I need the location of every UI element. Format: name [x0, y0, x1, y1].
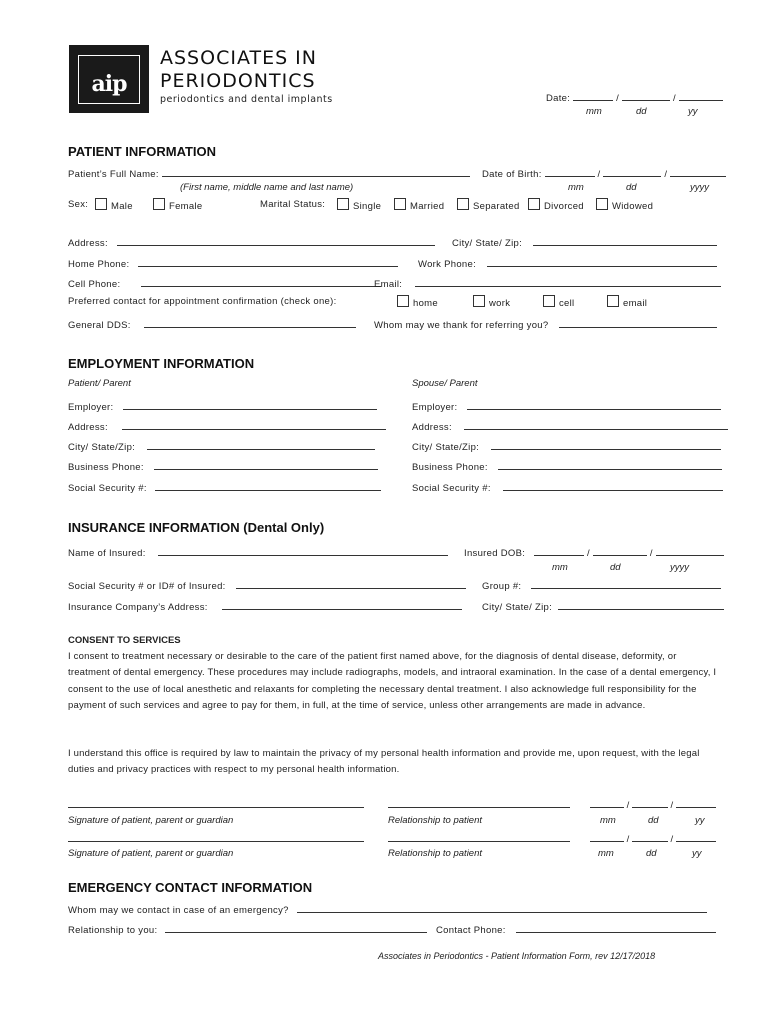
logo-text: aip	[91, 71, 127, 97]
emergency-heading: EMERGENCY CONTACT INFORMATION	[68, 880, 313, 895]
emergency-relationship-field[interactable]: Relationship to you:	[68, 922, 427, 936]
date-field[interactable]: Date: / /	[546, 90, 723, 104]
sig1-yy-hint: yy	[695, 815, 705, 826]
consent-heading: CONSENT TO SERVICES	[68, 635, 181, 646]
signature-label-2: Signature of patient, parent or guardian	[68, 848, 234, 859]
address-field[interactable]	[68, 235, 435, 249]
preferred-option-email[interactable]: email	[607, 295, 647, 309]
cell-phone-field[interactable]	[68, 276, 381, 290]
patient-employer-field[interactable]: Employer:	[68, 399, 377, 413]
footer-text: Associates in Periodontics - Patient Information Form, rev 12/17/2018	[378, 951, 656, 961]
dob-yyyy-hint: yyyy	[690, 182, 709, 193]
relationship-line-2[interactable]	[388, 831, 570, 845]
sex-option-male[interactable]: Male	[95, 198, 133, 212]
full-name-label: Patient’s Full Name:	[68, 169, 159, 180]
dob-field[interactable]: Date of Birth: / /	[482, 166, 726, 180]
email-checkbox[interactable]	[607, 295, 619, 307]
marital-label: Marital Status:	[260, 199, 326, 210]
home-phone-label: Home Phone:	[68, 259, 130, 270]
relationship-label-2: Relationship to patient	[388, 848, 483, 859]
work-phone-field[interactable]	[418, 256, 717, 270]
sig2-mm-hint: mm	[598, 848, 614, 859]
signature-date-2[interactable]: / /	[590, 831, 716, 845]
sig2-dd-hint: dd	[646, 848, 657, 859]
insurance-heading: INSURANCE INFORMATION (Dental Only)	[68, 520, 325, 535]
group-field[interactable]: Group #:	[482, 578, 721, 592]
sex-option-female[interactable]: Female	[153, 198, 202, 212]
spouse-employer-field[interactable]: Employer:	[412, 399, 721, 413]
name-hint: (First name, middle name and last name)	[180, 182, 354, 193]
preferred-option-home[interactable]: home	[397, 295, 438, 309]
employment-right-title: Spouse/ Parent	[412, 378, 478, 389]
signature-label-1: Signature of patient, parent or guardian	[68, 815, 234, 826]
employment-heading: EMPLOYMENT INFORMATION	[68, 356, 255, 371]
marital-option-married[interactable]: Married	[394, 198, 444, 212]
patient-address-field[interactable]: Address:	[68, 419, 386, 433]
work-phone-label: Work Phone:	[418, 259, 477, 270]
work-checkbox[interactable]	[473, 295, 485, 307]
insured-dob-mm-hint: mm	[552, 562, 568, 573]
marital-option-widowed[interactable]: Widowed	[596, 198, 653, 212]
privacy-paragraph: I understand this office is required by law to maintain the privacy of my personal health information and provide me, upon request, with the legal duties and privacy practices with respect to my personal health information.	[68, 748, 700, 776]
patient-ssn-field[interactable]: Social Security #:	[68, 480, 381, 494]
spouse-ssn-field[interactable]: Social Security #:	[412, 480, 723, 494]
org-tagline: periodontics and dental implants	[160, 94, 333, 105]
emergency-phone-field[interactable]: Contact Phone:	[436, 922, 716, 936]
insurance-city-field[interactable]: City/ State/ Zip:	[482, 599, 724, 613]
marital-option-single[interactable]: Single	[337, 198, 381, 212]
address-label: Address:	[68, 238, 108, 249]
date-yy-hint: yy	[688, 106, 698, 117]
referring-label: Whom may we thank for referring you?	[374, 320, 549, 331]
spouse-business-phone-field[interactable]: Business Phone:	[412, 459, 722, 473]
dob-label: Date of Birth:	[482, 169, 542, 180]
insured-ssn-field[interactable]: Social Security # or ID# of Insured:	[68, 578, 466, 592]
preferred-contact-label: Preferred contact for appointment confirmation (check one):	[68, 296, 337, 307]
insured-name-field[interactable]: Name of Insured:	[68, 545, 448, 559]
relationship-line-1[interactable]	[388, 797, 570, 811]
sig2-yy-hint: yy	[692, 848, 702, 859]
city-field[interactable]	[452, 235, 717, 249]
email-field[interactable]	[374, 276, 721, 290]
email-label: Email:	[374, 279, 403, 290]
employment-left-title: Patient/ Parent	[68, 378, 131, 389]
emergency-whom-field[interactable]: Whom may we contact in case of an emergency?	[68, 902, 707, 916]
date-dd-hint: dd	[636, 106, 647, 117]
divorced-checkbox[interactable]	[528, 198, 540, 210]
signature-line-1[interactable]	[68, 797, 364, 811]
preferred-option-cell[interactable]: cell	[543, 295, 574, 309]
preferred-option-work[interactable]: work	[473, 295, 510, 309]
patient-info-heading: PATIENT INFORMATION	[68, 144, 217, 159]
dds-field[interactable]	[68, 317, 356, 331]
org-name-line2: PERIODONTICS	[160, 70, 316, 92]
city-label: City/ State/ Zip:	[452, 238, 523, 249]
patient-city-field[interactable]: City/ State/Zip:	[68, 439, 375, 453]
sig1-dd-hint: dd	[648, 815, 659, 826]
spouse-city-field[interactable]: City/ State/Zip:	[412, 439, 721, 453]
consent-paragraph: I consent to treatment necessary or desirable to the care of the patient first named above, for the diagnosis of dental disease, deformity, or treatment of dental emergency. These procedures may include radiographs, models, and intraoral examination. In the case of a dental emergency, I consent to the use of local anesthetic and relaxants for completing the necessary dental treatment. I also acknowledge full responsibility for the payment of such services and agree to pay for them, in full, at the time of service, unless other arrangements are made in advance.	[68, 651, 717, 712]
marital-option-divorced[interactable]: Divorced	[528, 198, 584, 212]
sex-label: Sex:	[68, 199, 89, 210]
separated-checkbox[interactable]	[457, 198, 469, 210]
date-mm-hint: mm	[586, 106, 602, 117]
insured-dob-field[interactable]: Insured DOB: / /	[464, 545, 724, 559]
date-label: Date:	[546, 93, 571, 104]
single-checkbox[interactable]	[337, 198, 349, 210]
insured-dob-dd-hint: dd	[610, 562, 621, 573]
patient-business-phone-field[interactable]: Business Phone:	[68, 459, 378, 473]
cell-phone-label: Cell Phone:	[68, 279, 121, 290]
full-name-field[interactable]	[68, 166, 470, 180]
dob-mm-hint: mm	[568, 182, 584, 193]
home-checkbox[interactable]	[397, 295, 409, 307]
relationship-label-1: Relationship to patient	[388, 815, 483, 826]
female-checkbox[interactable]	[153, 198, 165, 210]
male-checkbox[interactable]	[95, 198, 107, 210]
sig1-mm-hint: mm	[600, 815, 616, 826]
spouse-address-field[interactable]: Address:	[412, 419, 728, 433]
dob-dd-hint: dd	[626, 182, 637, 193]
married-checkbox[interactable]	[394, 198, 406, 210]
cell-checkbox[interactable]	[543, 295, 555, 307]
home-phone-field[interactable]	[68, 256, 398, 270]
referring-field[interactable]	[374, 317, 717, 331]
signature-line-2[interactable]	[68, 831, 364, 845]
org-name-line1: ASSOCIATES IN	[160, 47, 317, 69]
insurance-address-field[interactable]: Insurance Company’s Address:	[68, 599, 462, 613]
marital-option-separated[interactable]: Separated	[457, 198, 520, 212]
logo	[69, 45, 149, 113]
dds-label: General DDS:	[68, 320, 131, 331]
signature-date-1[interactable]: / /	[590, 797, 716, 811]
insured-dob-yyyy-hint: yyyy	[670, 562, 689, 573]
widowed-checkbox[interactable]	[596, 198, 608, 210]
